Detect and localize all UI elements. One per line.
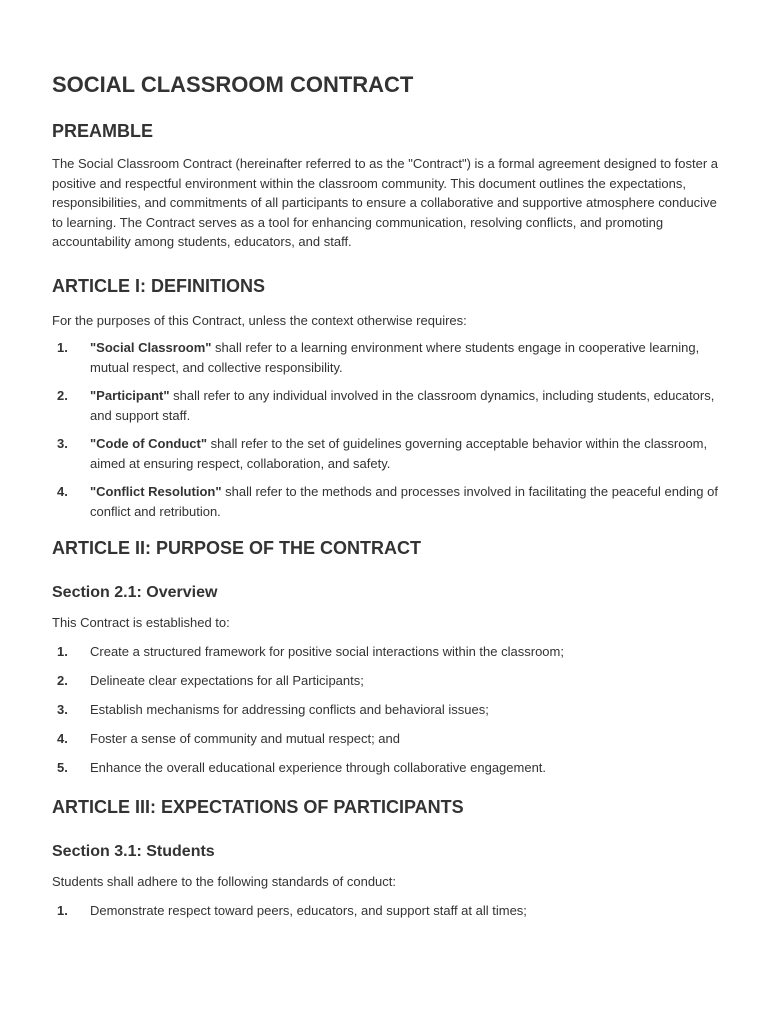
list-item-text: Foster a sense of community and mutual respect; and	[90, 730, 400, 746]
list-item	[52, 434, 720, 473]
list-item	[52, 700, 720, 720]
definition-term: "Social Classroom"	[90, 340, 212, 355]
list-item	[52, 901, 720, 921]
student-conduct-list	[52, 901, 720, 921]
purpose-list	[52, 642, 720, 778]
definitions-list	[52, 338, 720, 521]
document-title: SOCIAL CLASSROOM CONTRACT	[52, 72, 414, 97]
definition-term: "Participant"	[90, 388, 170, 403]
article-2-intro: This Contract is established to:	[52, 615, 230, 630]
article-3-intro: Students shall adhere to the following standards of conduct:	[52, 874, 396, 889]
list-number: 2.	[57, 672, 68, 688]
preamble-heading: PREAMBLE	[52, 121, 154, 141]
list-item-text: Delineate clear expectations for all Participants;	[90, 672, 364, 688]
list-number: 3.	[57, 701, 68, 717]
list-number: 1.	[57, 902, 68, 918]
list-item	[52, 482, 720, 521]
list-number: 5.	[57, 759, 68, 775]
list-item-text: Establish mechanisms for addressing conflicts and behavioral issues;	[90, 701, 489, 717]
list-number: 2.	[57, 388, 68, 403]
list-number: 4.	[57, 484, 68, 499]
list-number: 1.	[57, 340, 68, 355]
list-item-text: Create a structured framework for positive social interactions within the classroom;	[90, 643, 564, 659]
article-1-intro: For the purposes of this Contract, unless the context otherwise requires:	[52, 312, 467, 328]
list-item	[52, 386, 720, 425]
list-item-text: Demonstrate respect toward peers, educators, and support staff at all times;	[90, 902, 527, 918]
list-number: 3.	[57, 436, 68, 451]
list-item	[52, 338, 720, 377]
document-content	[52, 70, 720, 930]
definition-term: "Conflict Resolution"	[90, 484, 222, 499]
list-number: 1.	[57, 643, 68, 659]
article-1-heading: ARTICLE I: DEFINITIONS	[52, 275, 265, 296]
list-item-text: Enhance the overall educational experience through collaborative engagement.	[90, 759, 547, 775]
list-item	[52, 729, 720, 749]
article-2-heading: ARTICLE II: PURPOSE OF THE CONTRACT	[52, 538, 421, 558]
list-number: 4.	[57, 730, 68, 746]
list-item	[52, 671, 720, 691]
definition-text: shall refer to any individual involved in the classroom dynamics, including students, educators, and support staff.	[90, 388, 715, 423]
definition-text: shall refer to the methods and processes involved in facilitating the peaceful ending of conflict and retribution.	[90, 484, 718, 519]
article-3-heading: ARTICLE III: EXPECTATIONS OF PARTICIPANTS	[52, 797, 464, 817]
list-item	[52, 642, 720, 662]
definition-text: shall refer to the set of guidelines governing acceptable behavior within the classroom, aimed at ensuring respect, collaboration, and safety.	[90, 436, 708, 471]
list-item	[52, 758, 720, 778]
preamble-text: The Social Classroom Contract (hereinafter referred to as the "Contract") is a formal agreement designed to foster a positive and respectful environment within the classroom community. This document outlines the expectations, responsibilities, and commitments of all participants to ensure a collaborative and supportive atmosphere conducive to learning. The Contract serves as a tool for enhancing communication, resolving conflicts, and promoting accountability among students, educators, and staff.	[52, 156, 719, 249]
section-3-1-heading: Section 3.1: Students	[52, 843, 215, 860]
definition-term: "Code of Conduct"	[90, 436, 208, 451]
definition-text: shall refer to a learning environment where students engage in cooperative learning, mutual respect, and collective responsibility.	[90, 340, 700, 375]
section-2-1-heading: Section 2.1: Overview	[52, 584, 218, 601]
